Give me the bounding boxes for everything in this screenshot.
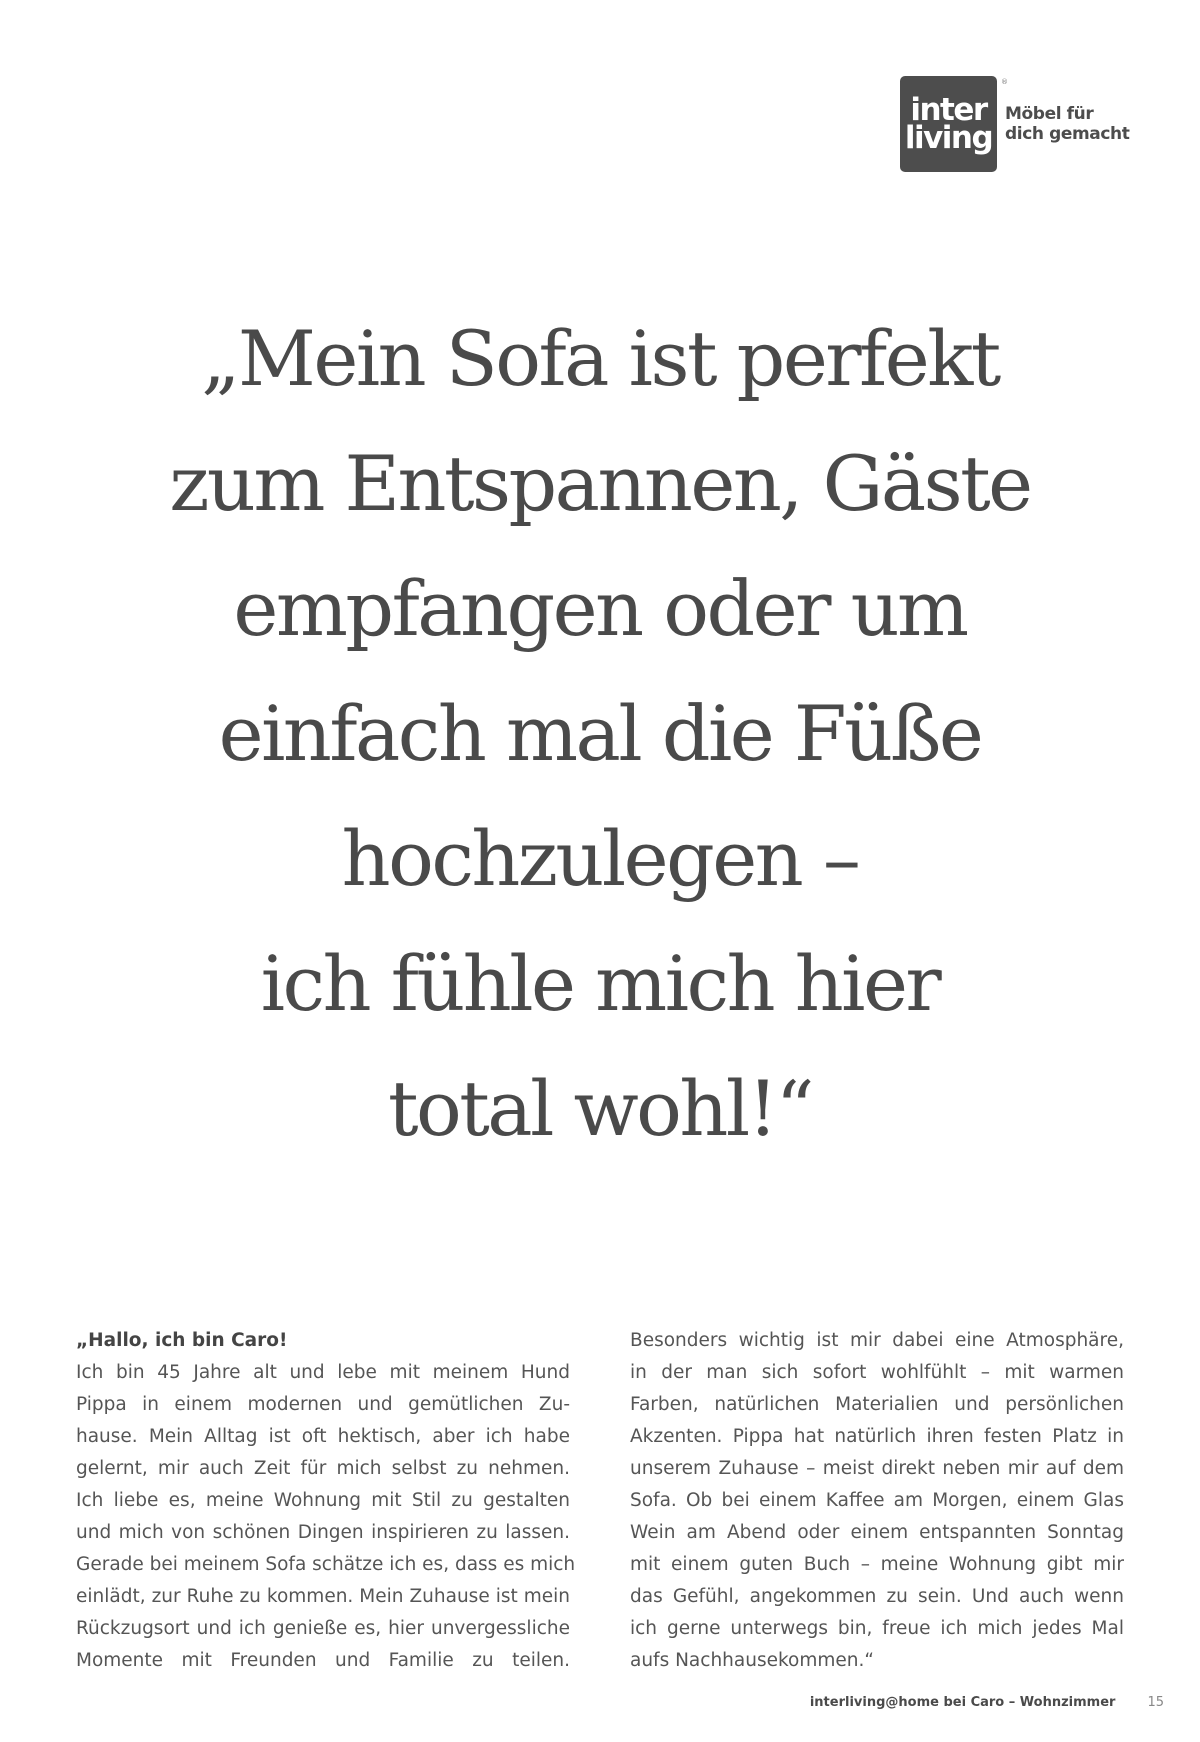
greeting-heading: „Hallo, ich bin Caro! — [76, 1330, 288, 1351]
tagline-line-2: dich gemacht — [1005, 124, 1130, 144]
registered-mark: ® — [1001, 78, 1008, 86]
body-line: Akzenten. Pippa hat natürlich ihren festen Platz in — [630, 1426, 1124, 1447]
body-line: Ich liebe es, meine Wohnung mit Stil zu gestalten — [76, 1490, 570, 1511]
quote-line: einfach mal die Füße — [218, 689, 982, 778]
logo-text-living: living — [904, 120, 993, 156]
brand-logo — [900, 76, 1130, 172]
quote-line: „Mein Sofa ist perfekt — [201, 314, 999, 403]
page-number: 15 — [1147, 1695, 1164, 1710]
body-line: Wein am Abend oder einem entspannten Sonntag — [630, 1522, 1124, 1543]
quote-line: empfangen oder um — [233, 564, 967, 653]
pull-quote — [90, 296, 1110, 1171]
left-column — [76, 1325, 576, 1677]
quote-line: total wohl!“ — [387, 1064, 813, 1153]
body-line: gelernt, mir auch Zeit für mich selbst zu nehmen. — [76, 1458, 570, 1479]
body-line: Sofa. Ob bei einem Kaffee am Morgen, einem Glas — [630, 1490, 1124, 1511]
body-line: einlädt, zur Ruhe zu kommen. Mein Zuhause ist mein — [76, 1586, 570, 1607]
logo-text-inter: inter — [910, 92, 987, 128]
logo-tagline — [1005, 104, 1130, 144]
body-line: Momente mit Freunden und Familie zu teilen. — [76, 1650, 570, 1671]
quote-line: zum Entspannen, Gäste — [169, 439, 1031, 528]
body-line: ich gerne unterwegs bin, freue ich mich jedes Mal — [630, 1618, 1124, 1639]
body-line: Gerade bei meinem Sofa schätze ich es, dass es mich — [76, 1554, 576, 1575]
body-line: Besonders wichtig ist mir dabei eine Atmosphäre, — [630, 1330, 1124, 1351]
body-columns — [76, 1325, 1124, 1677]
body-line: Farben, natürlichen Materialien und persönlichen — [630, 1394, 1124, 1415]
body-line: hause. Mein Alltag ist oft hektisch, aber ich habe — [76, 1426, 570, 1447]
body-line: unserem Zuhause – meist direkt neben mir auf dem — [630, 1458, 1124, 1479]
body-line: Pippa in einem modernen und gemütlichen Zu- — [76, 1394, 570, 1415]
body-line: in der man sich sofort wohlfühlt – mit warmen — [630, 1362, 1124, 1383]
body-line: Ich bin 45 Jahre alt und lebe mit meinem Hund — [76, 1362, 570, 1383]
body-line: aufs Nachhausekommen.“ — [630, 1650, 874, 1671]
logo-badge — [900, 76, 997, 172]
page-footer — [810, 1695, 1164, 1710]
tagline-line-1: Möbel für — [1005, 104, 1094, 124]
right-column — [630, 1325, 1124, 1677]
quote-line: hochzulegen – — [341, 814, 859, 903]
footer-title: interliving@home bei Caro – Wohnzimmer — [809, 1695, 1116, 1710]
body-line: das Gefühl, angekommen zu sein. Und auch wenn — [630, 1586, 1124, 1607]
body-line: mit einem guten Buch – meine Wohnung gibt mir — [630, 1554, 1124, 1575]
body-line: und mich von schönen Dingen inspirieren zu lassen. — [76, 1522, 570, 1543]
quote-line: ich fühle mich hier — [260, 939, 940, 1028]
body-line: Rückzugsort und ich genieße es, hier unvergessliche — [76, 1618, 570, 1639]
